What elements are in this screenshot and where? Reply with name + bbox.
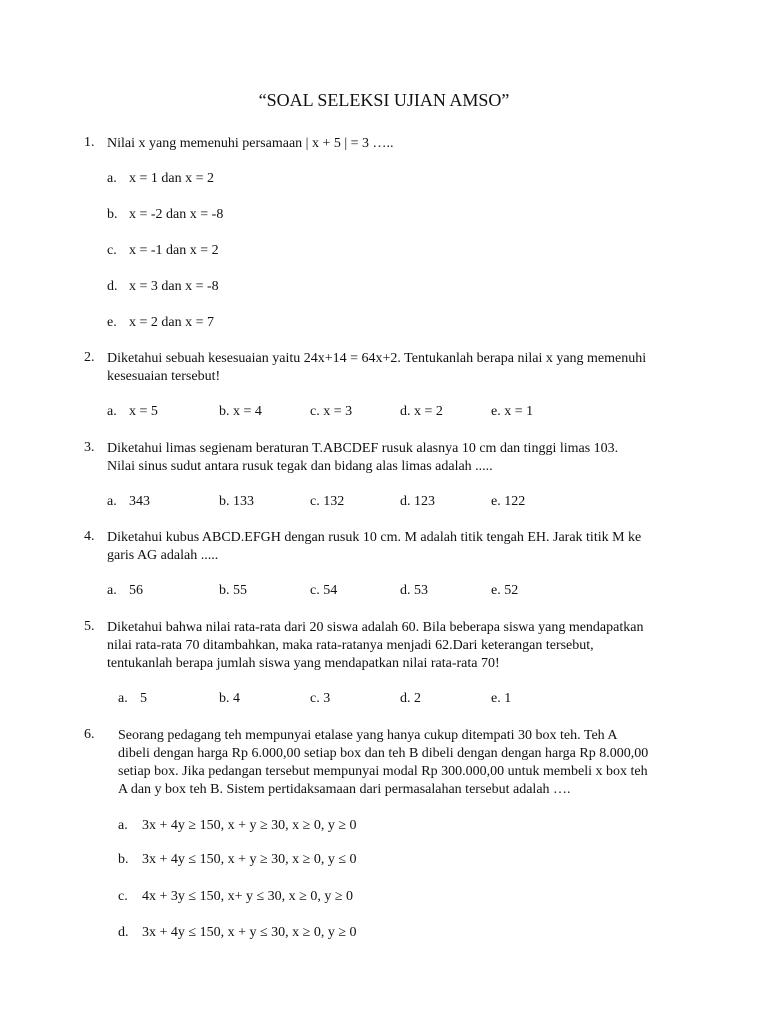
option-d: d. 123 xyxy=(400,494,435,509)
option-e: e. x = 1 xyxy=(491,404,534,419)
question-number: 1. xyxy=(84,135,95,150)
option-a: a. 5 xyxy=(118,691,147,706)
option-b: b. x = 4 xyxy=(219,404,262,419)
question-text: Diketahui bahwa nilai rata-rata dari 20 siswa adalah 60. Bila beberapa siswa yang mendapatkan nilai rata-rata 70 ditambahkan, maka rata-ratanya menjadi 62.Dari keterangan tersebut, tentukanlah berapa jumlah siswa yang mendapatkan nilai rata-rata 70! xyxy=(107,620,644,671)
option-c: c. 132 xyxy=(310,494,345,509)
option-c: c. 3 xyxy=(310,691,331,706)
option-d: d. x = 3 dan x = -8 xyxy=(107,279,219,294)
question-text: Diketahui kubus ABCD.EFGH dengan rusuk 10 cm. M adalah titik tengah EH. Jarak titik M ke garis AG adalah ..... xyxy=(107,530,642,563)
option-a: a. 343 xyxy=(107,494,150,509)
option-b: b. 4 xyxy=(219,691,240,706)
option-b: b. 55 xyxy=(219,583,247,598)
option-c: c. x = -1 dan x = 2 xyxy=(107,243,219,258)
question-number: 5. xyxy=(84,619,95,634)
option-d: d. 3x + 4y ≤ 150, x + y ≤ 30, x ≥ 0, y ≥ 0 xyxy=(118,925,357,940)
question-number: 6. xyxy=(84,727,95,742)
question-text: Seorang pedagang teh mempunyai etalase yang hanya cukup ditempati 30 box teh. Teh A dibeli dengan harga Rp 6.000,00 setiap box dan teh B dibeli dengan dengan harga Rp 8.000,00 setiap box. Jika pedangan tersebut mempunyai modal Rp 300.000,00 untuk membeli x box teh A dan y box teh B. Sistem pertidaksamaan dari permasalahan tersebut adalah …. xyxy=(118,728,649,797)
option-a: a. 56 xyxy=(107,583,143,598)
question-number: 2. xyxy=(84,350,95,365)
question-number: 3. xyxy=(84,440,95,455)
option-d: d. 53 xyxy=(400,583,428,598)
option-c: c. 54 xyxy=(310,583,338,598)
option-e: e. 1 xyxy=(491,691,512,706)
question-text: Nilai x yang memenuhi persamaan | x + 5 | = 3 ….. xyxy=(107,136,394,151)
page-title: “SOAL SELEKSI UJIAN AMSO” xyxy=(258,90,510,110)
question-text: Diketahui sebuah kesesuaian yaitu 24x+14 = 64x+2. Tentukanlah berapa nilai x yang memenuhi kesesuaian tersebut! xyxy=(107,351,647,384)
option-a: a. 3x + 4y ≥ 150, x + y ≥ 30, x ≥ 0, y ≥ 0 xyxy=(118,818,357,833)
question-text: Diketahui limas segienam beraturan T.ABCDEF rusuk alasnya 10 cm dan tinggi limas 103. Nilai sinus sudut antara rusuk tegak dan bidang alas limas adalah ..... xyxy=(107,441,619,474)
option-a: a. x = 5 xyxy=(107,404,158,419)
option-b: b. 3x + 4y ≤ 150, x + y ≥ 30, x ≥ 0, y ≤ 0 xyxy=(118,852,357,867)
option-d: d. 2 xyxy=(400,691,421,706)
option-e: e. 52 xyxy=(491,583,519,598)
option-a: a. x = 1 dan x = 2 xyxy=(107,171,215,186)
option-b: b. x = -2 dan x = -8 xyxy=(107,207,224,222)
option-e: e. 122 xyxy=(491,494,526,509)
option-b: b. 133 xyxy=(219,494,254,509)
option-e: e. x = 2 dan x = 7 xyxy=(107,315,215,330)
option-c: c. 4x + 3y ≤ 150, x+ y ≤ 30, x ≥ 0, y ≥ 0 xyxy=(118,889,354,904)
question-number: 4. xyxy=(84,529,95,544)
option-d: d. x = 2 xyxy=(400,404,443,419)
option-c: c. x = 3 xyxy=(310,404,353,419)
